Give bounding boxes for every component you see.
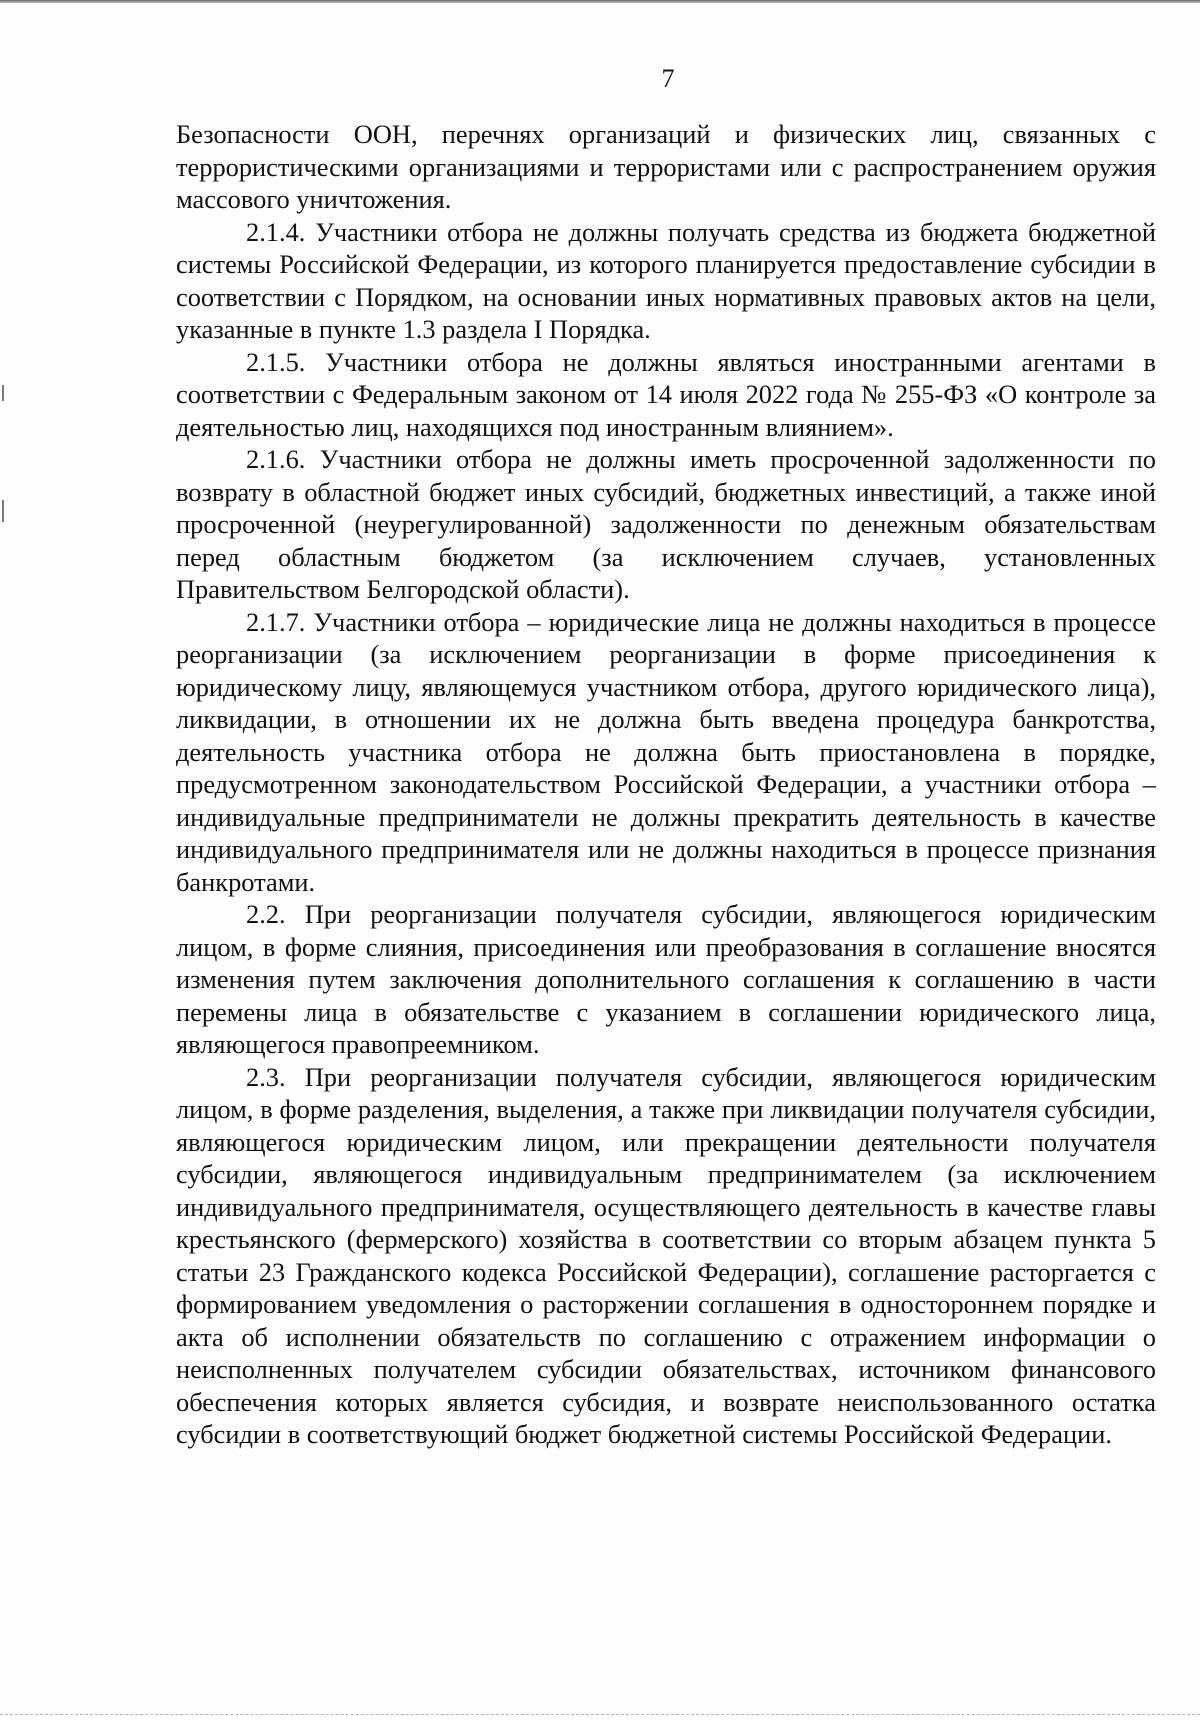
paragraph-2-2: 2.2. При реорганизации получателя субсидии, являющегося юридическим лицом, в форме слияния, присоединения или преобразования в соглашение вносятся изменения путем заключения дополнительного соглашения к соглашению в части перемены лица в обязательстве с указанием в соглашении юридического лица, являющегося правопреемником.: [176, 899, 1156, 1059]
paragraph-2-1-4: 2.1.4. Участники отбора не должны получать средства из бюджета бюджетной системы Российской Федерации, из которого планируется предоставление субсидии в соответствии с Порядком, на основании иных нормативных правовых актов на цели, указанные в пункте 1.3 раздела I Порядка.: [176, 216, 1156, 344]
scan-top-edge: [0, 0, 1200, 3]
paragraph-2-1-7: 2.1.7. Участники отбора – юридические лица не должны находиться в процессе реорганизации (за исключением реорганизации в форме присоединения к юридическому лицу, являющемуся участником отбора, другого юридического лица), ликвидации, в отношении их не должна быть введена процедура банкротства, деятельность участника отбора не должна быть приостановлена в порядке, предусмотренном законодательством Российской Федерации, а участники отбора – индивидуальные предприниматели не должны прекратить деятельность в качестве индивидуального предпринимателя или не должны находиться в процессе признания банкротами.: [176, 606, 1156, 897]
document-body: [176, 118, 1156, 1451]
paragraph-continuation: Безопасности ООН, перечнях организаций и физических лиц, связанных с террористическими организациями и террористами или с распространением оружия массового уничтожения.: [176, 119, 1156, 214]
paragraph-2-1-5: 2.1.5. Участники отбора не должны являться иностранными агентами в соответствии с Федеральным законом от 14 июля 2022 года № 255-ФЗ «О контроле за деятельностью лиц, находящихся под иностранным влиянием».: [176, 346, 1156, 442]
paragraph-2-1-6: 2.1.6. Участники отбора не должны иметь просроченной задолженности по возврату в областной бюджет иных субсидий, бюджетных инвестиций, а также иной просроченной (неурегулированной) задолженности по денежным обязательствам перед областным бюджетом (за исключением случаев, установленных Правительством Белгородской области).: [176, 444, 1156, 604]
scan-edge-mark: [2, 500, 4, 522]
paragraph-2-3: 2.3. При реорганизации получателя субсидии, являющегося юридическим лицом, в форме разделения, выделения, а также при ликвидации получателя субсидии, являющегося юридическим лицом, или прекращении деятельности получателя субсидии, являющегося индивидуальным предпринимателем (за исключением индивидуального предпринимателя, осуществляющего деятельность в качестве главы крестьянского (фермерского) хозяйства в соответствии со вторым абзацем пункта 5 статьи 23 Гражданского кодекса Российской Федерации), соглашение расторгается с формированием уведомления о расторжении соглашения в одностороннем порядке и акта об исполнении обязательств по соглашению с отражением информации о неисполненных получателем субсидии обязательствах, источником финансового обеспечения которых является субсидия, и возврате неиспользованного остатка субсидии в соответствующий бюджет бюджетной системы Российской Федерации.: [176, 1061, 1156, 1449]
scan-edge-mark: [2, 385, 4, 401]
scan-bottom-edge: [0, 1714, 1200, 1715]
page-number: 7: [661, 64, 675, 93]
